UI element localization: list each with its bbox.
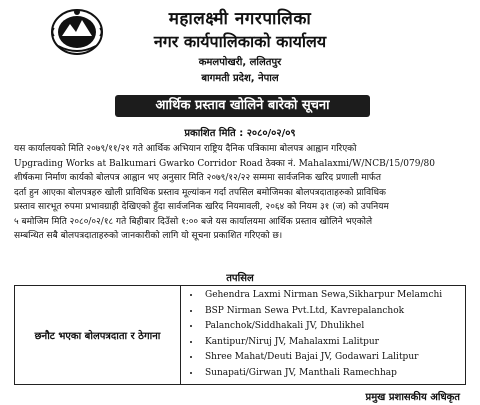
bidder-item: • Sunapati/Girwan JV, Manthali Ramechhap	[201, 366, 442, 382]
shortlist-label: छनौट भएका बोलपत्रदाता र ठेगाना	[15, 286, 181, 384]
published-date: प्रकाशित मिति : २०८०/०२/०९	[184, 128, 296, 139]
bidder-list	[187, 288, 442, 381]
address-line-2: बागमती प्रदेश, नेपाल	[201, 73, 279, 84]
notice-body	[14, 142, 470, 244]
body-line: प्रस्ताव सारभूत रुपमा प्रभावग्राही देखिएको हुँदा सार्वजनिक खरिद नियमावली, २०६४ को नियम ३१ (ज) को उपनियम	[14, 202, 389, 212]
signature-title: प्रमुख प्रशासकीय अधिकृत	[365, 392, 460, 403]
office-name: नगर कार्यपालिकाको कार्यालय	[153, 32, 327, 51]
body-line: शीर्षकमा निर्माण कार्यको बोलपत्र आह्वान भए अनुसार मिति २०७९/१२/२२ सम्ममा सार्वजनिक खरिद प्रणाली मार्फत	[14, 173, 381, 183]
body-line: यस कार्यालयको मिति २०७९/११/२१ गते आर्थिक अभियान राष्ट्रिय दैनिक पत्रिकामा बोलपत्र आह्वान गरिएको	[14, 144, 357, 154]
bidder-item: • Palanchok/Siddhakali JV, Dhulikhel	[201, 319, 442, 335]
shortlist-table	[14, 285, 466, 385]
bidder-item: • BSP Nirman Sewa Pvt.Ltd, Kavrepalanchok	[201, 304, 442, 320]
notice-title-banner: आर्थिक प्रस्ताव खोलिने बारेको सूचना	[115, 95, 370, 117]
bidder-item: • Shree Mahat/Deuti Bajai JV, Godawari Lalitpur	[201, 350, 442, 366]
body-line: Upgrading Works at Balkumari Gwarko Corridor Road ठेक्का नं. Mahalaxmi/W/NCB/15/079/80	[14, 158, 435, 169]
org-name: महालक्ष्मी नगरपालिका	[168, 9, 312, 29]
bidder-item: • Kantipur/Niruj JV, Mahalaxmi Lalitpur	[201, 335, 442, 351]
bidder-item: • Gehendra Laxmi Nirman Sewa,Sikharpur Melamchi	[201, 288, 442, 304]
details-heading: तपसिल	[226, 273, 254, 284]
address-line-1: कमलपोखरी, ललितपुर	[198, 57, 282, 68]
body-line: सम्बन्धित सबै बोलपत्रदाताहरुको जानकारीको लागि यो सूचना प्रकाशित गरिएको छ।	[14, 231, 283, 241]
body-line: ५ बमोजिम मिति २०८०/०२/१८ गते बिहीबार दिउँसो १:०० बजे यस कार्यालयमा आर्थिक प्रस्ताव खोलिने भएकोले	[14, 216, 373, 227]
body-line: दर्ता हुन आएका बोलपत्रहरु खोली प्राविधिक प्रस्ताव मूल्यांकन गर्दा तपसिल बमोजिमका बोलपत्रदाताहरुको प्राविधिक	[14, 187, 386, 198]
